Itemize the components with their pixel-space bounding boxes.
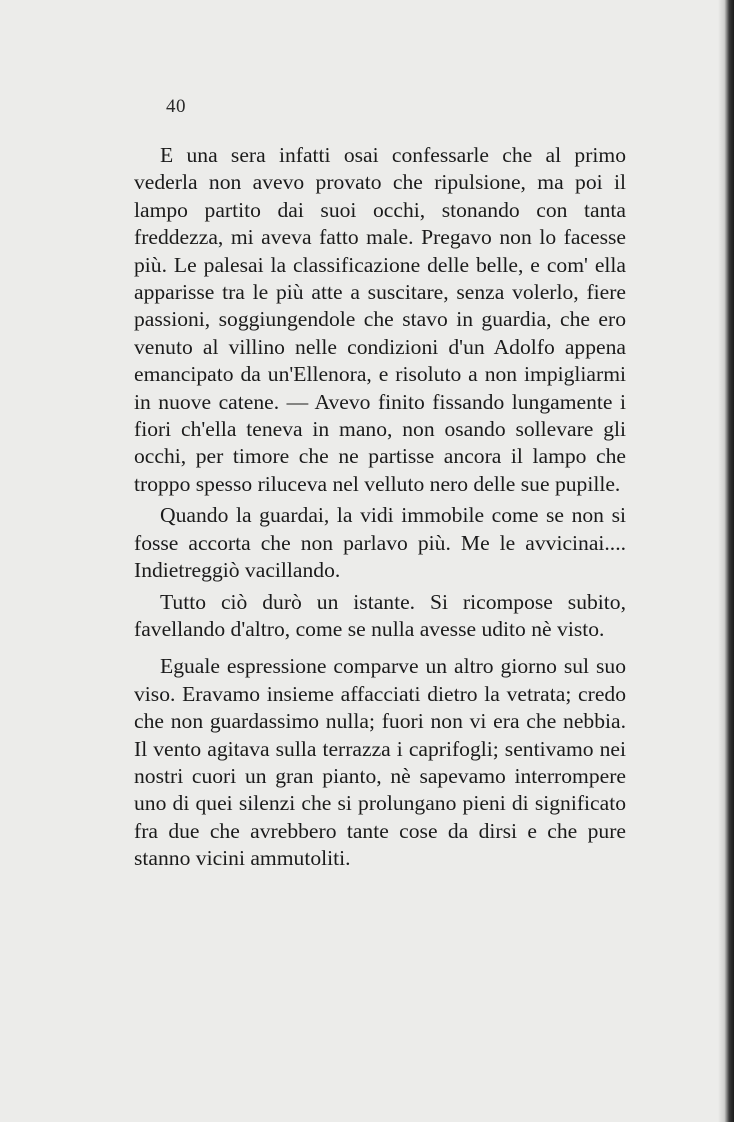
paragraph-3: Tutto ciò durò un istante. Si ricompose subito, favellando d'altro, come se nulla avesse udito nè visto. bbox=[134, 589, 626, 641]
page-number: 40 bbox=[166, 96, 186, 117]
body-text bbox=[134, 98, 626, 873]
paragraph-2: Quando la guardai, la vidi immobile come se non si fosse accorta che non parlavo più. Me le avvicinai.... Indietreggiò vacillando. bbox=[134, 503, 626, 583]
page-edge-shadow bbox=[718, 0, 734, 1122]
paragraph-1: E una sera infatti osai confessarle che al primo vederla non avevo provato che ripulsione, ma poi il lampo partito dai suoi occhi, stonando con tanta freddezza, mi aveva fatto male. Pregavo non lo facesse più. Le palesai la classificazione delle belle, e com' ella apparisse tra le più atte a suscitare, senza volerlo, fiere passioni, soggiungendole che stavo in guardia, che ero venuto al villino nelle condizioni d'un Adolfo appena emancipato da un'Ellenora, e risoluto a non impigliarmi in nuove catene. — Avevo finito fissando lungamente i fiori ch'ella teneva in mano, non osando sollevare gli occhi, per timore che ne partisse ancora il lampo che troppo spesso riluceva nel velluto nero delle sue pupille. bbox=[134, 143, 626, 496]
paragraph-4: Eguale espressione comparve un altro giorno sul suo viso. Eravamo insieme affacciati dietro la vetrata; credo che non guardassimo nulla; fuori non vi era che nebbia. Il vento agitava sulla terrazza i caprifogli; sentivamo nei nostri cuori un gran pianto, nè sapevamo interrompere uno di quei silenzi che si prolungano pieni di significato fra due che avrebbero tante cose da dirsi e che pure stanno vicini ammutoliti. bbox=[134, 654, 626, 871]
